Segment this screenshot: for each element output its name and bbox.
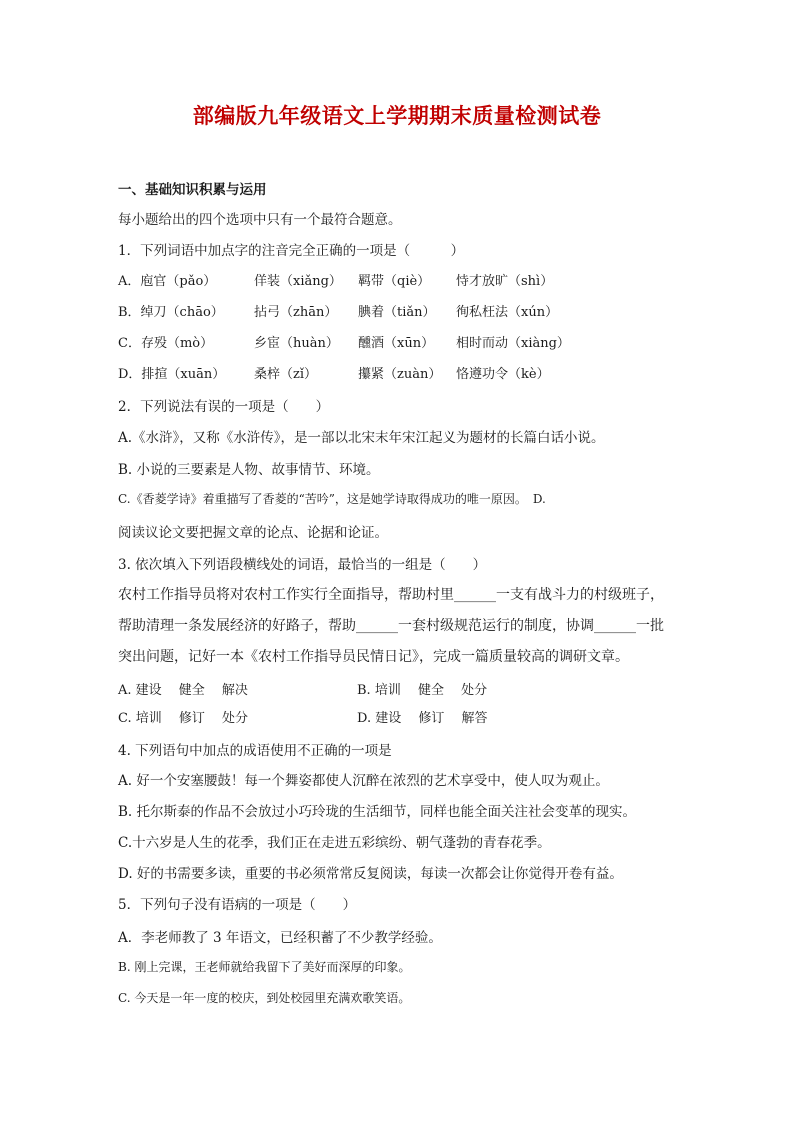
q2-option-c: C.《香菱学诗》着重描写了香菱的“苦吟”，这是她学诗取得成功的唯一原因。 D. bbox=[118, 492, 546, 506]
q5-option-a: A．李老师教了 3 年语文，已经积蓄了不少教学经验。 bbox=[118, 930, 442, 946]
q1-b-3: 腆着（tiǎn） bbox=[358, 305, 436, 320]
instruction-text: 每小题给出的四个选项中只有一个最符合题意。 bbox=[118, 212, 402, 228]
section-heading: 一、基础知识积累与运用 bbox=[118, 182, 267, 198]
q1-a-4: 恃才放旷（shì） bbox=[456, 274, 554, 289]
q5-option-b: B. 刚上完课，王老师就给我留下了美好而深厚的印象。 bbox=[118, 960, 411, 974]
q1-a-2: 佯装（xiǎng） bbox=[254, 274, 342, 289]
q1-stem: 1．下列词语中加点字的注音完全正确的一项是（ ） bbox=[118, 243, 465, 259]
q1-b-1: B．绰刀（chāo） bbox=[118, 305, 224, 320]
q3-passage-line-3: 突出问题，记好一本《农村工作指导员民情日记》，完成一篇质量较高的调研文章。 bbox=[118, 649, 629, 665]
q1-d-1: D．排揎（xuān） bbox=[118, 367, 226, 382]
q2-option-d: 阅读议论文要把握文章的论点、论据和论证。 bbox=[118, 525, 388, 541]
q5-option-c: C. 今天是一年一度的校庆，到处校园里充满欢歌笑语。 bbox=[118, 991, 411, 1005]
q4-option-a: A. 好一个安塞腰鼓！每一个舞姿都使人沉醉在浓烈的艺术享受中，使人叹为观止。 bbox=[118, 773, 609, 789]
q1-c-1: C．存殁（mò） bbox=[118, 336, 214, 351]
q1-c-3: 醺酒（xūn） bbox=[358, 336, 435, 351]
q1-d-2: 桑梓（zǐ） bbox=[254, 367, 318, 382]
q5-stem: 5．下列句子没有语病的一项是（ ） bbox=[118, 897, 357, 913]
q2-option-b: B. 小说的三要素是人物、故事情节、环境。 bbox=[118, 462, 380, 478]
q1-b-4: 徇私枉法（xún） bbox=[456, 305, 559, 320]
q1-d-3: 攥紧（zuàn） bbox=[358, 367, 442, 382]
q3-option-a: A. 建设 健全 解决 bbox=[118, 683, 248, 698]
q1-c-4: 相时而动（xiàng） bbox=[456, 336, 570, 351]
q3-option-b: B. 培训 健全 处分 bbox=[357, 683, 488, 698]
q2-stem: 2．下列说法有误的一项是（ ） bbox=[118, 399, 330, 415]
q1-b-2: 拈弓（zhān） bbox=[254, 305, 338, 320]
q4-option-b: B. 托尔斯泰的作品不会放过小巧玲珑的生活细节，同样也能全面关注社会变革的现实。 bbox=[118, 804, 637, 820]
q3-passage-line-2: 帮助清理一条发展经济的好路子，帮助______一套村级规范运行的制度，协调______一批 bbox=[118, 618, 664, 634]
q1-a-3: 羁带（qiè） bbox=[358, 274, 431, 289]
q3-option-d: D. 建设 修订 解答 bbox=[357, 711, 488, 726]
q1-c-2: 乡宦（huàn） bbox=[254, 336, 339, 351]
q1-a-1: A．庖官（pǎo） bbox=[118, 274, 217, 289]
q1-d-4: 恪遵功令（kè） bbox=[456, 367, 550, 382]
q4-option-d: D. 好的书需要多读，重要的书必须常常反复阅读，每读一次都会让你觉得开卷有益。 bbox=[118, 866, 623, 882]
q4-stem: 4. 下列语句中加点的成语使用不正确的一项是 bbox=[118, 743, 392, 759]
q3-passage-line-1: 农村工作指导员将对农村工作实行全面指导，帮助村里______一支有战斗力的村级班子， bbox=[118, 587, 664, 603]
q2-option-a: A.《水浒》，又称《水浒传》，是一部以北宋末年宋江起义为题材的长篇白话小说。 bbox=[118, 430, 605, 446]
page-title: 部编版九年级语文上学期期末质量检测试卷 bbox=[192, 104, 602, 128]
q4-option-c: C.十六岁是人生的花季，我们正在走进五彩缤纷、朝气蓬勃的青春花季。 bbox=[118, 835, 551, 851]
q3-stem: 3. 依次填入下列语段横线处的词语，最恰当的一组是（ ） bbox=[118, 557, 487, 573]
q3-option-c: C. 培训 修订 处分 bbox=[118, 711, 249, 726]
